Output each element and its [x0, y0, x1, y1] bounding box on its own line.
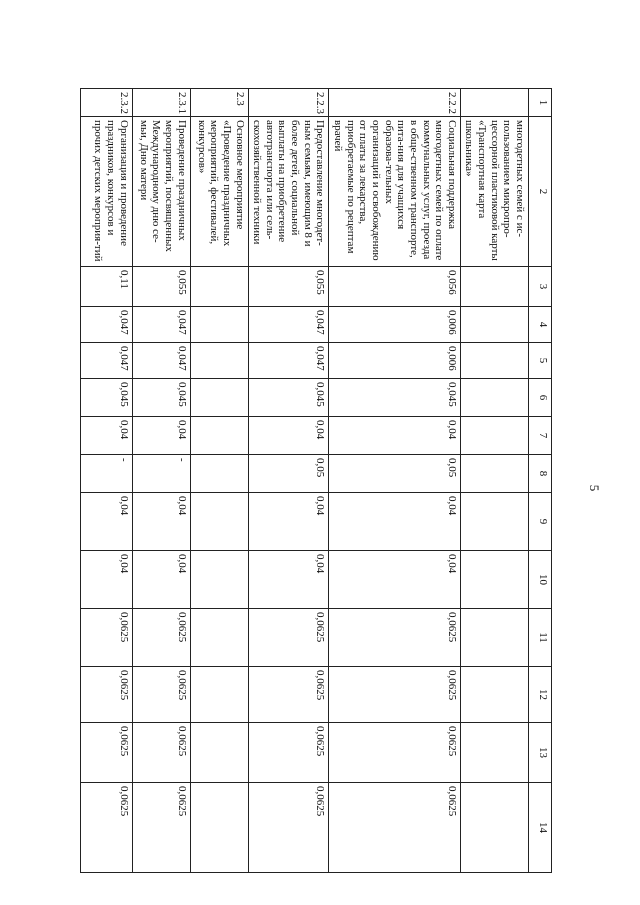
- table-cell: 0,0625: [248, 723, 329, 783]
- table-cell: 0,0625: [248, 783, 329, 873]
- table-cell: 0,04: [329, 417, 460, 455]
- row-name: Предоставление многодет-ным семьям, имеющим 8 и более детей, социальной выплаты на приобретение автотранспорта или сель-скохозяйственной техники: [248, 117, 329, 267]
- table-cell: 0,006: [329, 307, 460, 343]
- row-code: 2.3: [190, 89, 248, 117]
- row-name: Социальная поддержка многодетных семей по оплате коммунальных услуг, проезда в обще-ственном транспорте, пита-ния для учащихся образова-тельных организаций и освобождению от платы за лекарства, приобретаемые по рецептам врачей: [329, 117, 460, 267]
- table-cell: 0,0625: [80, 783, 132, 873]
- column-header: 12: [529, 667, 552, 723]
- table-cell: 0,0625: [329, 667, 460, 723]
- table-cell: 0,045: [329, 379, 460, 417]
- table-cell: [460, 267, 528, 307]
- table-cell: [460, 667, 528, 723]
- table-cell: 0,047: [248, 307, 329, 343]
- table-cell: 0,0625: [132, 609, 190, 667]
- table-cell: 0,0625: [80, 609, 132, 667]
- table-cell: 0,04: [248, 493, 329, 551]
- table-cell: 0,006: [329, 343, 460, 379]
- column-header: 11: [529, 609, 552, 667]
- row-code: 2.2.3: [248, 89, 329, 117]
- table-cell: 0,04: [329, 551, 460, 609]
- table-cell: 0,05: [248, 455, 329, 493]
- table-cell: 0,055: [132, 267, 190, 307]
- table-cell: [190, 417, 248, 455]
- table-cell: [190, 609, 248, 667]
- table-cell: 0,047: [80, 307, 132, 343]
- header-row: [529, 89, 552, 873]
- table-cell: [460, 493, 528, 551]
- table-cell: [190, 455, 248, 493]
- table-row: [190, 89, 248, 873]
- column-header: 4: [529, 307, 552, 343]
- table-cell: [460, 551, 528, 609]
- column-header: 10: [529, 551, 552, 609]
- table-cell: 0,045: [80, 379, 132, 417]
- table-cell: 0,056: [329, 267, 460, 307]
- table-cell: 0,04: [80, 551, 132, 609]
- table-cell: [460, 723, 528, 783]
- table-cell: 0,045: [132, 379, 190, 417]
- table-cell: 0,047: [80, 343, 132, 379]
- row-name: Основное мероприятие «Проведение праздничных мероприятий, фестивалей, конкурсов»: [190, 117, 248, 267]
- table-cell: 0,0625: [329, 783, 460, 873]
- table-cell: 0,04: [132, 417, 190, 455]
- table-cell: 0,0625: [248, 609, 329, 667]
- table-cell: 0,04: [132, 551, 190, 609]
- table-cell: 0,0625: [132, 723, 190, 783]
- column-header: 5: [529, 343, 552, 379]
- row-name: многодетных семей с ис-пользованием микропро-цессорной пластиковой карты «Транспортная карта школьника»: [460, 117, 528, 267]
- table-cell: 0,05: [329, 455, 460, 493]
- table-cell: [190, 267, 248, 307]
- table-cell: 0,04: [248, 551, 329, 609]
- table-container: [86, 88, 552, 872]
- column-header: 13: [529, 723, 552, 783]
- table-cell: [190, 551, 248, 609]
- table-row: [460, 89, 528, 873]
- table-cell: 0,04: [248, 417, 329, 455]
- column-header: 3: [529, 267, 552, 307]
- column-header: 7: [529, 417, 552, 455]
- table-row: [329, 89, 460, 873]
- column-header: 6: [529, 379, 552, 417]
- table-row: [248, 89, 329, 873]
- table-cell: 0,047: [248, 343, 329, 379]
- table-cell: 0,047: [132, 307, 190, 343]
- table-cell: 0,11: [80, 267, 132, 307]
- table-cell: [460, 417, 528, 455]
- row-name: Организация и проведение праздников, конкурсов и прочих детских мероприя-тий: [80, 117, 132, 267]
- column-header: 2: [529, 117, 552, 267]
- table-cell: [460, 379, 528, 417]
- table-cell: -: [80, 455, 132, 493]
- column-header: 9: [529, 493, 552, 551]
- table-cell: 0,055: [248, 267, 329, 307]
- row-code: 2.3.1: [132, 89, 190, 117]
- rotated-table-frame: [86, 88, 552, 872]
- table-cell: 0,04: [80, 493, 132, 551]
- table-row: [80, 89, 132, 873]
- table-cell: 0,0625: [248, 667, 329, 723]
- page-number: 5: [587, 484, 602, 492]
- row-code: 2.3.2: [80, 89, 132, 117]
- table-cell: 0,0625: [329, 723, 460, 783]
- row-code: [460, 89, 528, 117]
- table-cell: [190, 343, 248, 379]
- table-cell: [190, 493, 248, 551]
- column-header: 1: [529, 89, 552, 117]
- table-cell: 0,0625: [132, 783, 190, 873]
- table-cell: [190, 723, 248, 783]
- table-cell: [460, 343, 528, 379]
- table-row: [132, 89, 190, 873]
- row-name: Проведение праздничных мероприятий, посвященных Международному дню се-мьи, Дню матери: [132, 117, 190, 267]
- table-cell: 0,0625: [80, 667, 132, 723]
- row-code: 2.2.2: [329, 89, 460, 117]
- table-cell: 0,04: [329, 493, 460, 551]
- table-cell: 0,045: [248, 379, 329, 417]
- table-cell: [460, 307, 528, 343]
- table-cell: [190, 379, 248, 417]
- table-cell: [460, 783, 528, 873]
- column-header: 8: [529, 455, 552, 493]
- table-cell: [190, 783, 248, 873]
- table-cell: 0,0625: [80, 723, 132, 783]
- table-cell: 0,04: [132, 493, 190, 551]
- table-cell: 0,0625: [132, 667, 190, 723]
- column-header: 14: [529, 783, 552, 873]
- table-cell: [190, 307, 248, 343]
- table-cell: 0,04: [80, 417, 132, 455]
- table-cell: 0,0625: [329, 609, 460, 667]
- table-cell: [460, 609, 528, 667]
- table-cell: -: [132, 455, 190, 493]
- table-cell: 0,047: [132, 343, 190, 379]
- table-cell: [460, 455, 528, 493]
- indicator-table: [80, 88, 552, 873]
- table-cell: [190, 667, 248, 723]
